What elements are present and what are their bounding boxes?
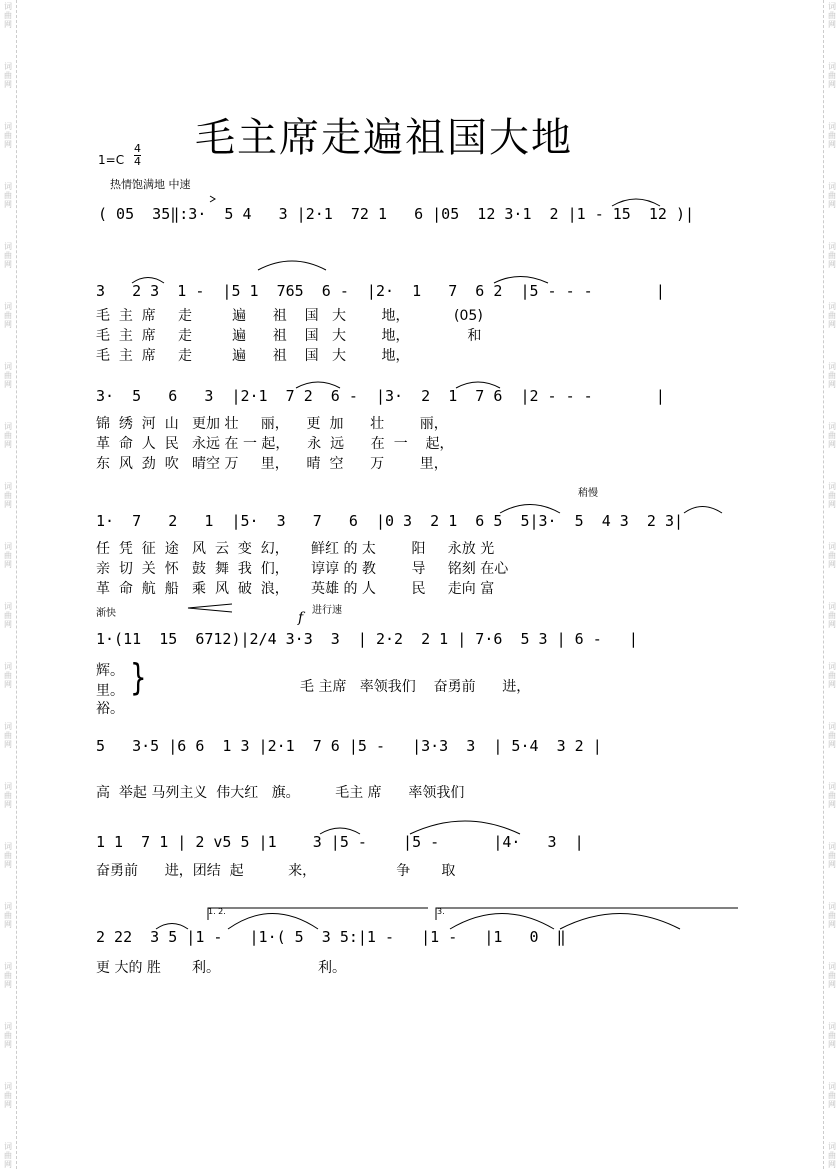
lyric-line-2-verse-2: 毛 主 席 走 遍 祖 国 大 地， 和 <box>96 328 482 344</box>
watermark-glyphs: 词 曲 网 <box>828 662 836 689</box>
watermark-glyphs: 词 曲 网 <box>828 302 836 329</box>
watermark-glyphs: 词 曲 网 <box>4 542 12 569</box>
watermark-glyphs: 词 曲 网 <box>828 242 836 269</box>
watermark-glyphs: 词 曲 网 <box>4 722 12 749</box>
watermark-glyphs: 词 曲 网 <box>4 2 12 29</box>
ending-1-2-label: 1. 2. <box>208 907 226 916</box>
meter-bottom: 4 <box>134 155 141 168</box>
watermark-glyphs: 词 曲 网 <box>4 782 12 809</box>
lyric-line-4-verse-3: 革 命 航 船 乘 风 破 浪， 英雄 的 人 民 走向 富 <box>96 581 495 597</box>
lyric-line-5-verse-1: 辉。 <box>96 663 124 679</box>
faster-marking: 渐快 <box>96 608 116 619</box>
watermark-glyphs: 词 曲 网 <box>828 482 836 509</box>
slur-line-4b <box>684 507 722 514</box>
slur-line-3a <box>296 382 340 388</box>
lyric-line-6: 高 举起 马列主义 伟大红 旗。 毛主 席 率领我们 <box>96 785 465 801</box>
watermark-glyphs: 词 曲 网 <box>4 902 12 929</box>
key-signature: 1=C <box>98 153 125 167</box>
watermark-glyphs: 词 曲 网 <box>4 62 12 89</box>
slower-marking: 稍慢 <box>578 488 598 499</box>
watermark-glyphs: 词 曲 网 <box>828 602 836 629</box>
song-title: 毛主席走遍祖国大地 <box>195 115 573 161</box>
meter-top: 4 <box>134 142 141 155</box>
lyric-line-7: 奋勇前 进，团结 起 来， 争 取 <box>96 863 456 879</box>
slur-line-2a <box>132 278 164 284</box>
slur-line-2b <box>258 261 326 270</box>
slur-line-7b <box>410 821 520 834</box>
slur-line-2c <box>494 277 548 284</box>
accent-mark <box>210 196 215 202</box>
slur-line-8c <box>450 914 554 930</box>
lyric-line-5-verse-2: 里。 <box>96 683 124 699</box>
march-tempo-marking: 进行速 <box>312 605 342 616</box>
watermark-glyphs: 词 曲 网 <box>4 1142 12 1169</box>
tempo-marking: 热情饱满地 中速 <box>110 178 191 191</box>
watermark-glyphs: 词 曲 网 <box>4 362 12 389</box>
chorus-lyric-line: 毛 主席 率领我们 奋勇前 进， <box>300 679 531 695</box>
staff-line-8: 2 22 3 5 |1 - |1·( 5 3 5:|1 - |1 - |1 0 ‖ <box>96 928 566 946</box>
staff-line-2: 3 2 3 1 - |5 1 765 6 - |2· 1 7 6 2 |5 - - - | <box>96 282 665 300</box>
slur-line-8d <box>560 914 680 930</box>
watermark-glyphs: 词 曲 网 <box>828 1082 836 1109</box>
watermark-glyphs: 词 曲 网 <box>828 722 836 749</box>
watermark-glyphs: 词 曲 网 <box>828 842 836 869</box>
decrescendo-hairpin <box>188 604 232 612</box>
verse-brace: } <box>130 658 147 700</box>
lyric-line-2-verse-1: 毛 主 席 走 遍 祖 国 大 地， (05) <box>96 308 483 324</box>
slur-line-8a <box>156 924 188 930</box>
watermark-glyphs: 词 曲 网 <box>4 1082 12 1109</box>
slur-line-8b <box>228 914 318 930</box>
lyric-line-3-verse-1: 锦 绣 河 山 更加 壮 丽， 更 加 壮 丽， <box>96 416 448 432</box>
watermark-glyphs: 词 曲 网 <box>4 482 12 509</box>
watermark-glyphs: 词 曲 网 <box>4 122 12 149</box>
watermark-glyphs: 词 曲 网 <box>828 182 836 209</box>
watermark-glyphs: 词 曲 网 <box>828 122 836 149</box>
watermark-glyphs: 词 曲 网 <box>828 1022 836 1049</box>
staff-line-4: 1· 7 2 1 |5· 3 7 6 |0 3 2 1 6 5 5|3· 5 4 3 2 3| <box>96 512 683 530</box>
staff-line-7: 1 1 7 1 | 2 v5 5 |1 3 |5 - |5 - |4· 3 | <box>96 833 584 851</box>
staff-line-5: 1·(11 15 6712)|2/4 3·3 3 | 2·2 2 1 | 7·6 5 3 | 6 - | <box>96 630 638 648</box>
watermark-glyphs: 词 曲 网 <box>4 1022 12 1049</box>
watermark-glyphs: 词 曲 网 <box>4 242 12 269</box>
ending-1-2-bracket <box>208 908 428 920</box>
slur-line-7a <box>320 828 360 834</box>
slur-line-4a <box>500 505 560 514</box>
staff-line-3: 3· 5 6 3 |2·1 7 2 6 - |3· 2 1 7 6 |2 - - - | <box>96 387 665 405</box>
slur-line-3b <box>456 382 500 388</box>
slur-line-1 <box>612 199 660 206</box>
watermark-glyphs: 词 曲 网 <box>4 662 12 689</box>
staff-line-1: ( 05 35‖:3· 5 4 3 |2·1 72 1 6 |05 12 3·1 2 |1 - 15 12 )| <box>98 205 695 223</box>
watermark-glyphs: 词 曲 网 <box>828 902 836 929</box>
watermark-glyphs: 词 曲 网 <box>828 62 836 89</box>
watermark-glyphs: 词 曲 网 <box>828 962 836 989</box>
watermark-glyphs: 词 曲 网 <box>4 842 12 869</box>
watermark-glyphs: 词 曲 网 <box>828 1142 836 1169</box>
ending-3-label: 3. <box>437 907 445 916</box>
watermark-glyphs: 词 曲 网 <box>828 782 836 809</box>
lyric-line-3-verse-3: 东 风 劲 吹 晴空 万 里， 晴 空 万 里， <box>96 456 448 472</box>
lyric-line-5-verse-3: 裕。 <box>96 701 124 717</box>
watermark-glyphs: 词 曲 网 <box>4 302 12 329</box>
forte-marking: f <box>298 610 304 626</box>
watermark-glyphs: 词 曲 网 <box>828 542 836 569</box>
watermark-glyphs: 词 曲 网 <box>828 362 836 389</box>
watermark-glyphs: 词 曲 网 <box>4 602 12 629</box>
watermark-glyphs: 词 曲 网 <box>4 182 12 209</box>
watermark-glyphs: 词 曲 网 <box>4 962 12 989</box>
watermark-glyphs: 词 曲 网 <box>828 422 836 449</box>
lyric-line-8: 更 大的 胜 利。 利。 <box>96 960 346 976</box>
staff-line-6: 5 3·5 |6 6 1 3 |2·1 7 6 |5 - |3·3 3 | 5·4 3 2 | <box>96 737 602 755</box>
lyric-line-2-verse-3: 毛 主 席 走 遍 祖 国 大 地， <box>96 348 410 364</box>
lyric-line-3-verse-2: 革 命 人 民 永远 在 一 起， 永 远 在 一 起， <box>96 436 454 452</box>
watermark-glyphs: 词 曲 网 <box>828 2 836 29</box>
lyric-line-4-verse-1: 任 凭 征 途 风 云 变 幻， 鲜红 的 太 阳 永放 光 <box>96 541 495 557</box>
lyric-line-4-verse-2: 亲 切 关 怀 鼓 舞 我 们， 谆谆 的 教 导 铭刻 在心 <box>96 561 509 577</box>
watermark-glyphs: 词 曲 网 <box>4 422 12 449</box>
